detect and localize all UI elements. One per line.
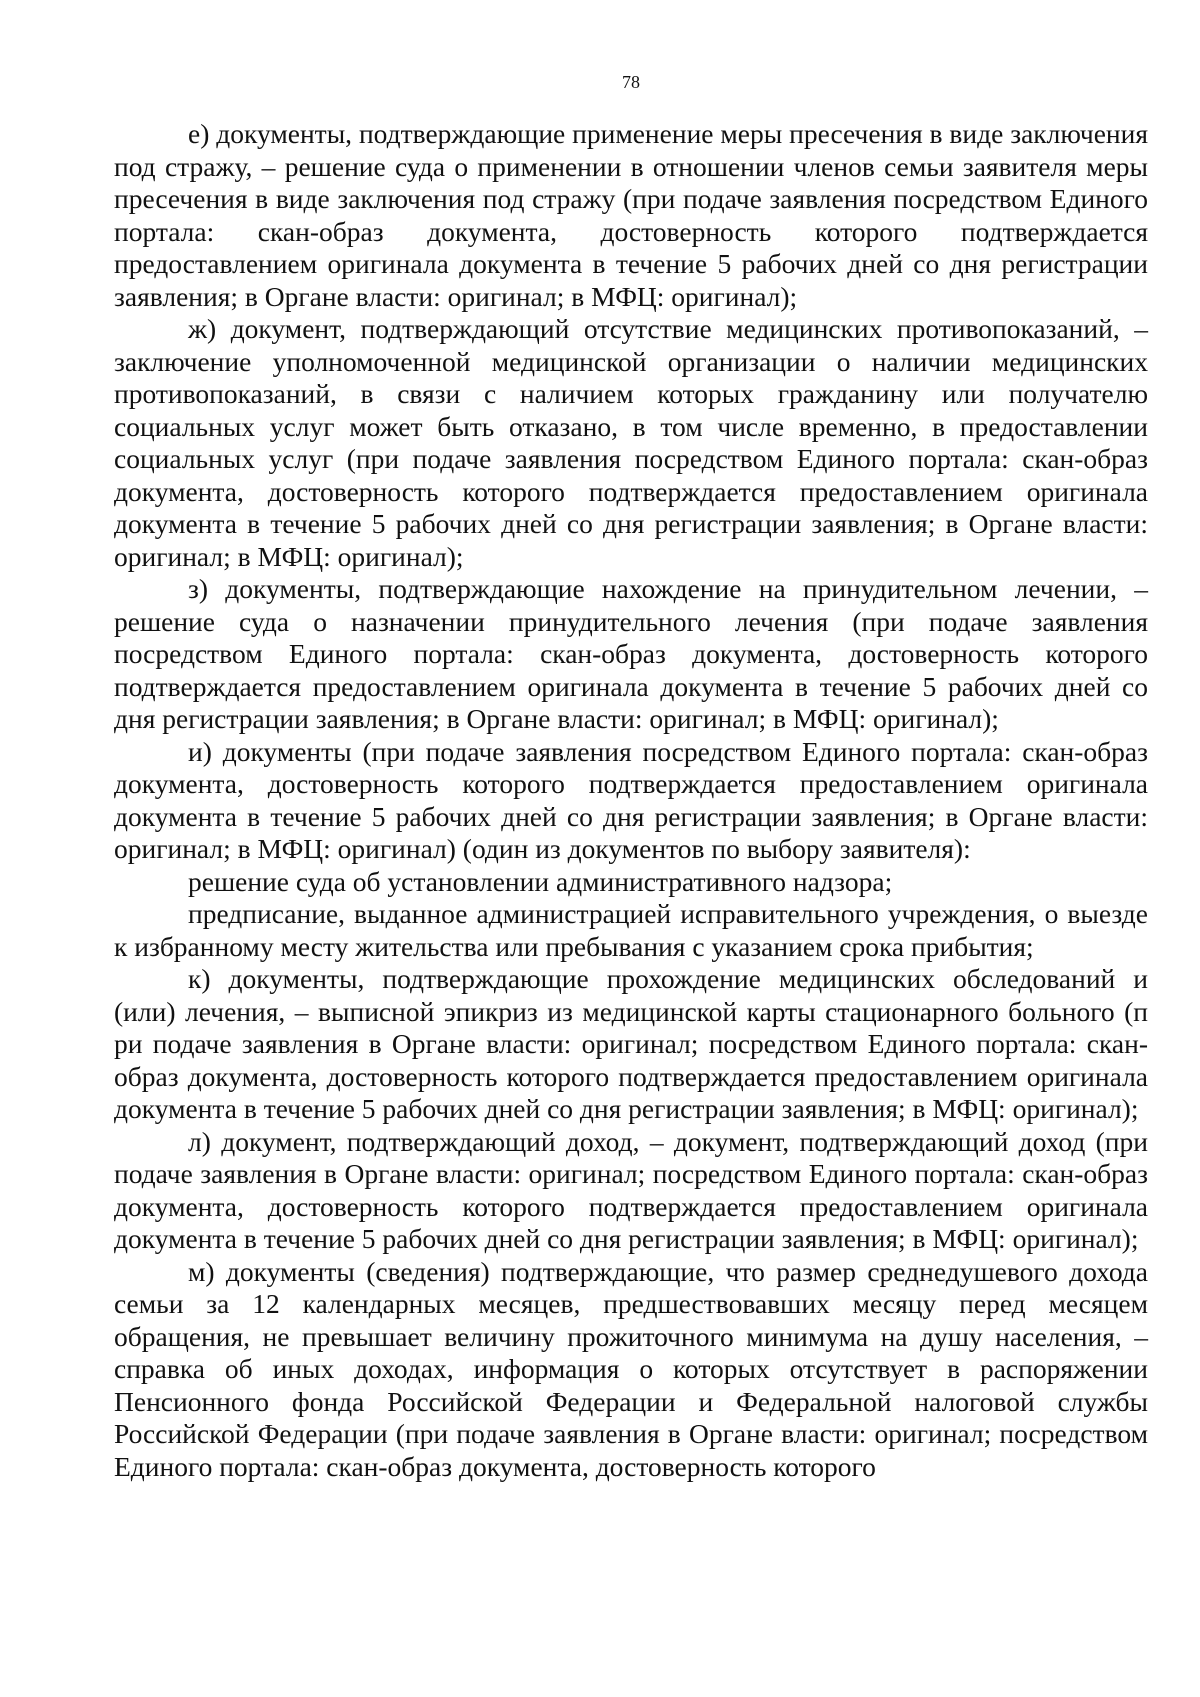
document-body	[114, 118, 1148, 1483]
page-number: 78	[622, 72, 640, 92]
paragraph-zh-medical-contraindications: ж) документ, подтверждающий отсутствие медицинских противопоказаний, – заключение уполномоченной медицинской организации о наличии медицинских противопоказаний, в связи с наличием которых гражданину или получателю социальных услуг может быть отказано, в том числе временно, в предоставлении социальных услуг (при подаче заявления посредством Единого портала: скан-образ документа, достоверность которого подтверждается предоставлением оригинала документа в течение 5 рабочих дней со дня регистрации заявления; в Органе власти: оригинал; в МФЦ: оригинал);	[114, 313, 1148, 572]
paragraph-k-medical-examinations: к) документы, подтверждающие прохождение медицинских обследований и (или) лечения, – выписной эпикриз из медицинской карты стационарного больного (п ри подаче заявления в Органе власти: оригинал; посредством Единого портала: скан-образ документа, достоверность которого подтверждается предоставлением оригинала документа в течение 5 рабочих дней со дня регистрации заявления; в МФЦ: оригинал);	[114, 963, 1148, 1124]
paragraph-m-average-income: м) документы (сведения) подтверждающие, что размер среднедушевого дохода семьи за 12 календарных месяцев, предшествовавших месяцу перед месяцем обращения, не превышает величину прожиточного минимума на душу населения, – справка об иных доходах, информация о которых отсутствует в распоряжении Пенсионного фонда Российской Федерации и Федеральной налоговой службы Российской Федерации (при подаче заявления в Органе власти: оригинал; посредством Единого портала: скан-образ документа, достоверность которого	[114, 1255, 1148, 1482]
paragraph-correctional-order: предписание, выданное администрацией исправительного учреждения, о выезде к избранному месту жительства или пребывания с указанием срока прибытия;	[114, 898, 1148, 962]
paragraph-court-decision-supervision: решение суда об установлении административного надзора;	[188, 865, 893, 897]
paragraph-l-income-document: л) документ, подтверждающий доход, – документ, подтверждающий доход (при подаче заявления в Органе власти: оригинал; посредством Единого портала: скан-образ документа, достоверность которого подтверждается предоставлением оригинала документа в течение 5 рабочих дней со дня регистрации заявления; в МФЦ: оригинал);	[114, 1125, 1148, 1254]
paragraph-i-documents: и) документы (при подаче заявления посредством Единого портала: скан-образ документа, достоверность которого подтверждается предоставлением оригинала документа в течение 5 рабочих дней со дня регистрации заявления; в Органе власти: оригинал; в МФЦ: оригинал) (один из документов по выбору заявителя):	[114, 735, 1148, 864]
paragraph-z-compulsory-treatment: з) документы, подтверждающие нахождение на принудительном лечении, – решение суда о назначении принудительного лечения (при подаче заявления посредством Единого портала: скан-образ документа, достоверность которого подтверждается предоставлением оригинала документа в течение 5 рабочих дней со дня регистрации заявления; в Органе власти: оригинал; в МФЦ: оригинал);	[114, 573, 1148, 734]
paragraph-e-detention-documents: е) документы, подтверждающие применение меры пресечения в виде заключения под стражу, – решение суда о применении в отношении членов семьи заявителя меры пресечения в виде заключения под стражу (при подаче заявления посредством Единого портала: скан-образ документа, достоверность которого подтверждается предоставлением оригинала документа в течение 5 рабочих дней со дня регистрации заявления; в Органе власти: оригинал; в МФЦ: оригинал);	[114, 118, 1148, 312]
